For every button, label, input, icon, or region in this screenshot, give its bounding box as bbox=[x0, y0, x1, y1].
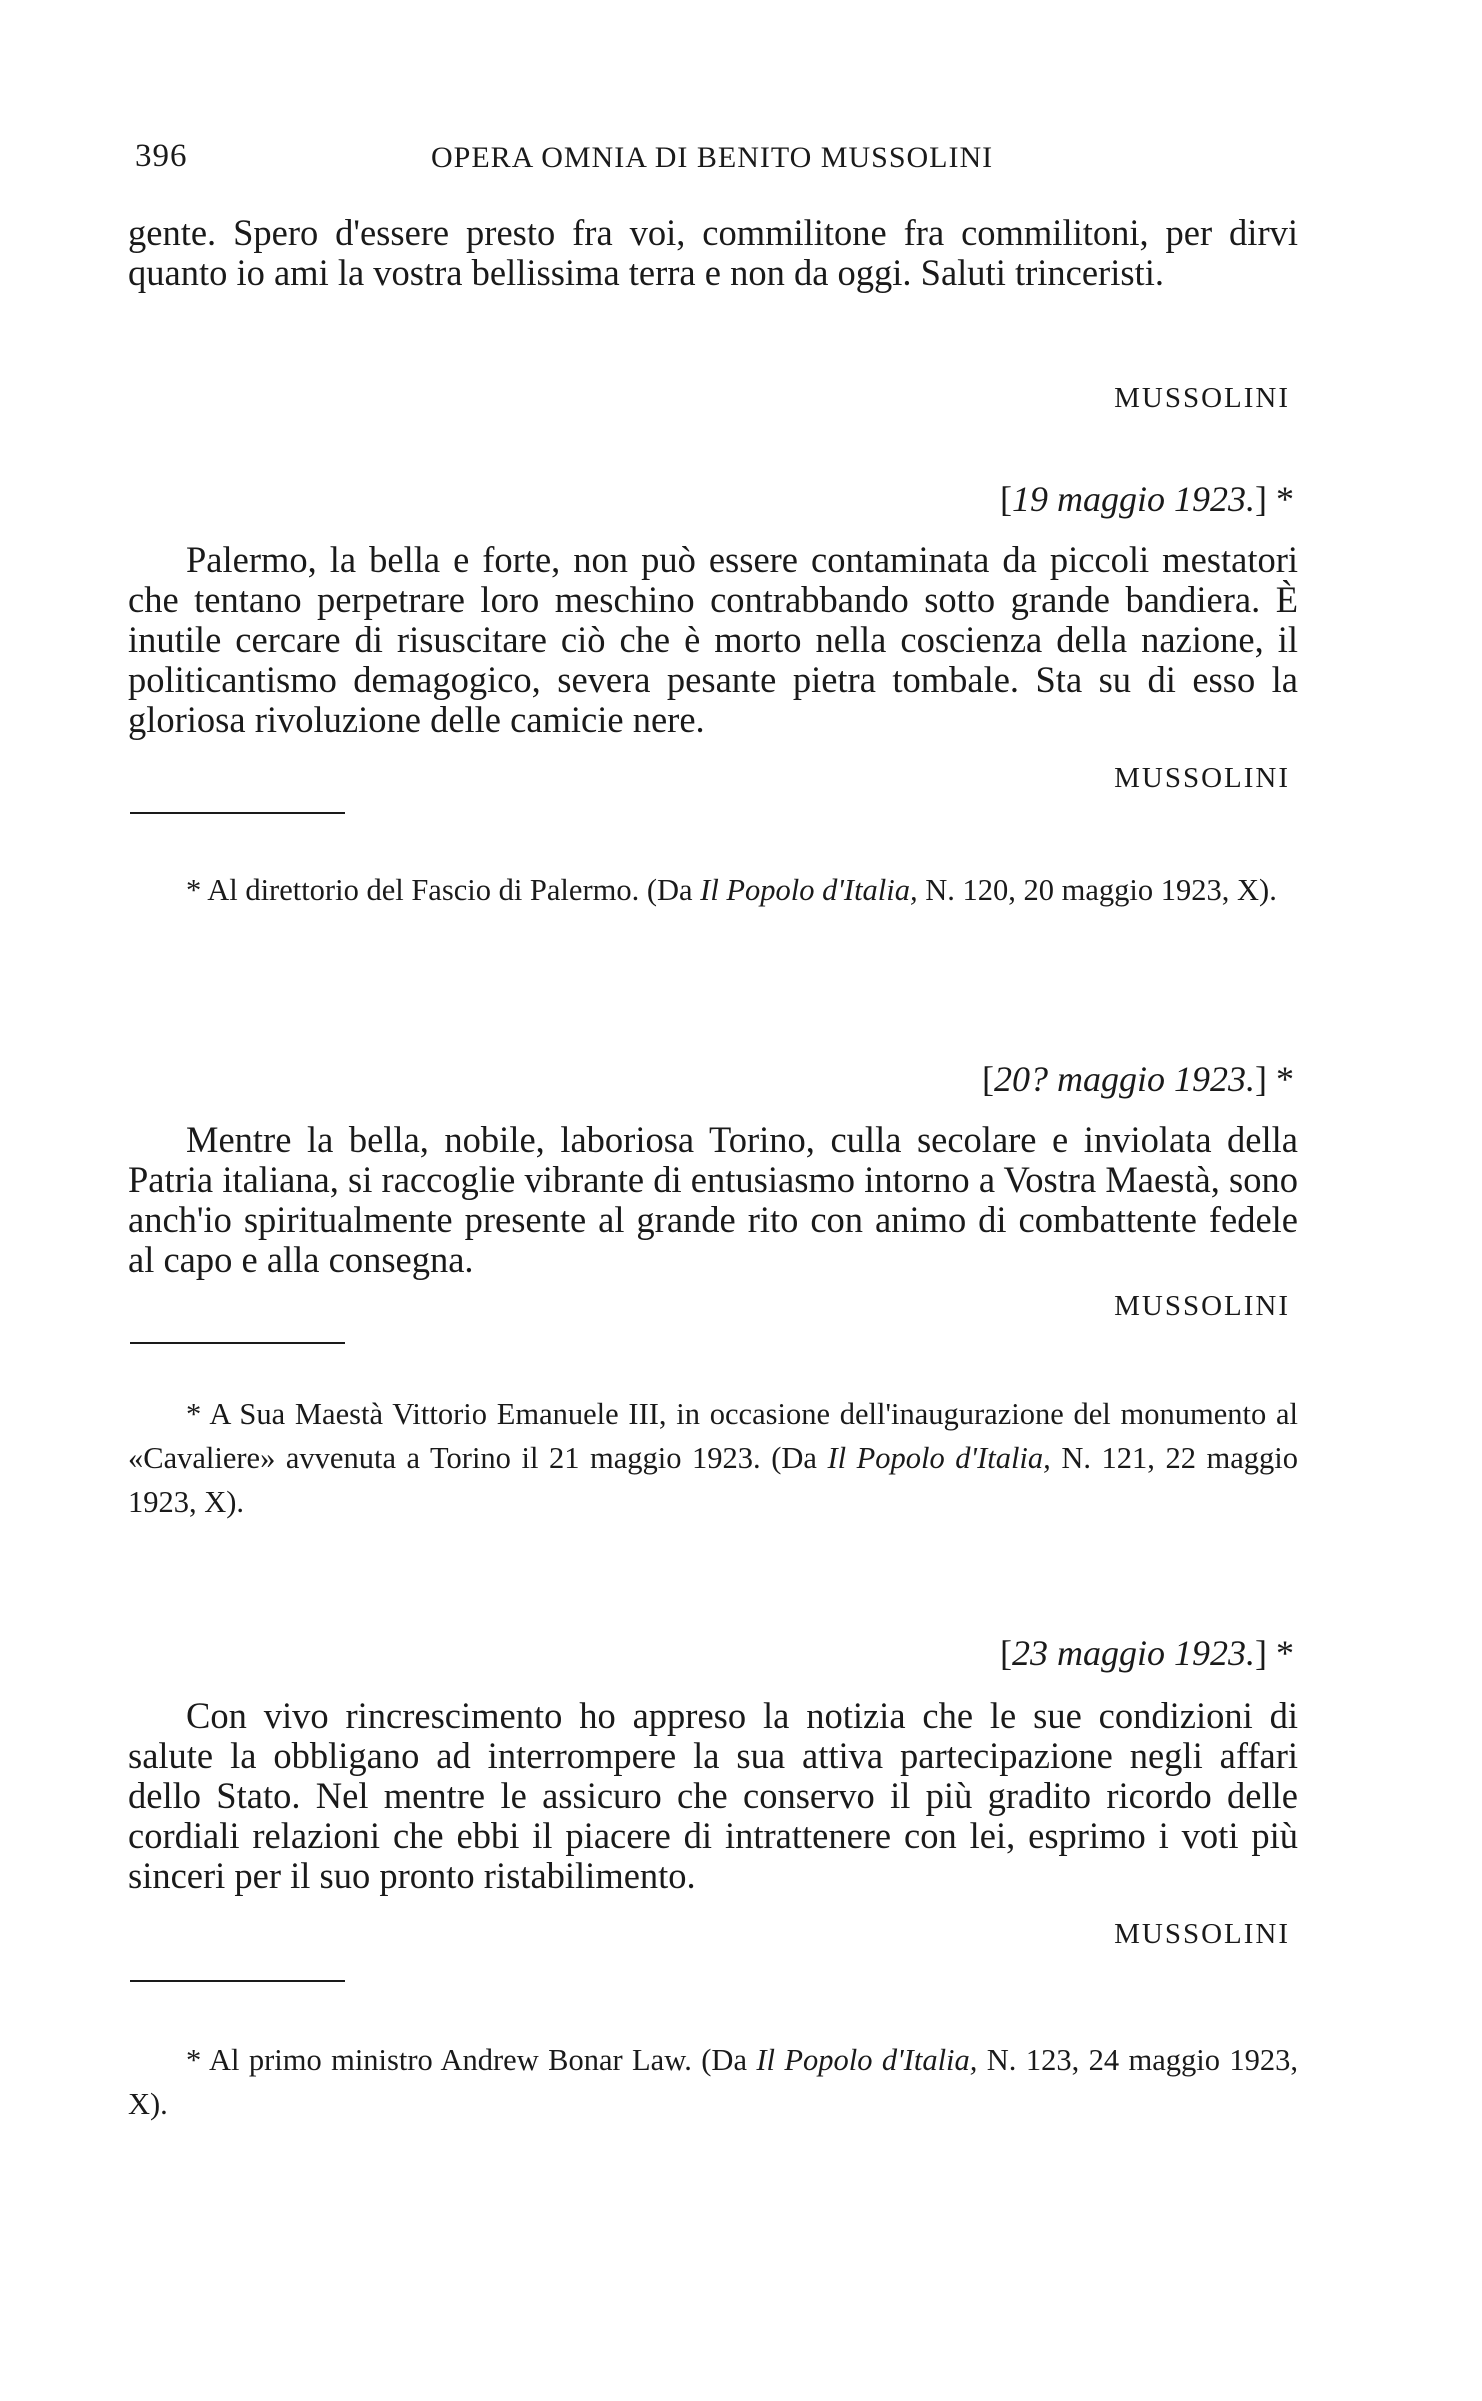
letter-4-footnote-post: N. 123, 24 maggio 1923, X). bbox=[128, 2043, 1298, 2121]
page-number: 396 bbox=[135, 138, 188, 174]
letter-3-text bbox=[128, 1120, 1298, 1280]
letter-1-text: gente. Spero d'essere presto fra voi, commilitone fra commilitoni, per dirvi quanto io ami la vostra bellissima terra e non da oggi. Saluti trinceristi. bbox=[128, 212, 1298, 293]
letter-3-date bbox=[982, 1058, 1294, 1100]
letter-2-footnote-title: Il Popolo d'Italia, bbox=[700, 873, 918, 907]
letter-4-footnote-title: Il Popolo d'Italia, bbox=[756, 2043, 978, 2077]
letter-3-footnote bbox=[128, 1392, 1298, 1524]
letter-2-date bbox=[1000, 478, 1294, 520]
letter-3-footnote-title: Il Popolo d'Italia, bbox=[827, 1441, 1051, 1475]
letter-3-date-text: 20? maggio 1923. bbox=[994, 1059, 1255, 1099]
letter-4-footnote-pre: * Al primo ministro Andrew Bonar Law. (Da bbox=[186, 2043, 757, 2077]
letter-2-date-text: 19 maggio 1923. bbox=[1012, 479, 1255, 519]
letter-1-signature: MUSSOLINI bbox=[1114, 382, 1290, 414]
letter-3-body: Mentre la bella, nobile, laboriosa Torino, culla secolare e inviolata della Patria italiana, si raccoglie vibrante di entusiasmo intorno a Vostra Maestà, sono anch'io spiritualmente presente al grande rito con animo di combattente fedele al capo e alla consegna. bbox=[128, 1119, 1298, 1280]
letter-2-text bbox=[128, 540, 1298, 740]
footnote-rule bbox=[130, 1980, 345, 1982]
letter-2-signature: MUSSOLINI bbox=[1114, 762, 1290, 794]
letter-4-date-close: ] * bbox=[1255, 1633, 1294, 1673]
letter-3-signature: MUSSOLINI bbox=[1114, 1290, 1290, 1322]
letter-2-footnote-pre: * Al direttorio del Fascio di Palermo. (Da bbox=[186, 873, 701, 907]
letter-3-footnote-post: N. 121, 22 maggio 1923, X). bbox=[128, 1441, 1298, 1519]
footnote-rule bbox=[130, 1342, 345, 1344]
letter-3-date-open: [ bbox=[982, 1059, 994, 1099]
footnote-rule bbox=[130, 812, 345, 814]
letter-2-footnote-post: N. 120, 20 maggio 1923, X). bbox=[917, 873, 1277, 907]
letter-2-footnote bbox=[128, 868, 1298, 912]
letter-4-footnote bbox=[128, 2038, 1298, 2126]
running-title: OPERA OMNIA DI BENITO MUSSOLINI bbox=[431, 141, 994, 174]
letter-4-date-text: 23 maggio 1923. bbox=[1012, 1633, 1255, 1673]
letter-4-signature: MUSSOLINI bbox=[1114, 1918, 1290, 1950]
letter-4-date bbox=[1000, 1632, 1294, 1674]
letter-4-text bbox=[128, 1696, 1298, 1896]
letter-3-footnote-pre: * A Sua Maestà Vittorio Emanuele III, in occasione dell'inaugurazione del monumento al «Cavaliere» avvenuta a Torino il 21 maggio 1923. (Da bbox=[128, 1397, 1298, 1475]
letter-2-date-close: ] * bbox=[1255, 479, 1294, 519]
letter-4-date-open: [ bbox=[1000, 1633, 1012, 1673]
letter-3-date-close: ] * bbox=[1255, 1059, 1294, 1099]
letter-2-date-open: [ bbox=[1000, 479, 1012, 519]
letter-4-body: Con vivo rincrescimento ho appreso la notizia che le sue condizioni di salute la obbligano ad interrompere la sua attiva partecipazione negli affari dello Stato. Nel mentre le assicuro che conservo il più gradito ricordo delle cordiali relazioni che ebbi il piacere di intrattenere con lei, esprimo i voti più sinceri per il suo pronto ristabilimento. bbox=[128, 1695, 1298, 1896]
letter-2-body: Palermo, la bella e forte, non può essere contaminata da piccoli mestatori che tentano perpetrare loro meschino contrabbando sotto grande bandiera. È inutile cercare di risuscitare ciò che è morto nella coscienza della nazione, il politicantismo demagogico, severa pesante pietra tombale. Sta su di esso la gloriosa rivoluzione delle camicie nere. bbox=[128, 539, 1298, 740]
